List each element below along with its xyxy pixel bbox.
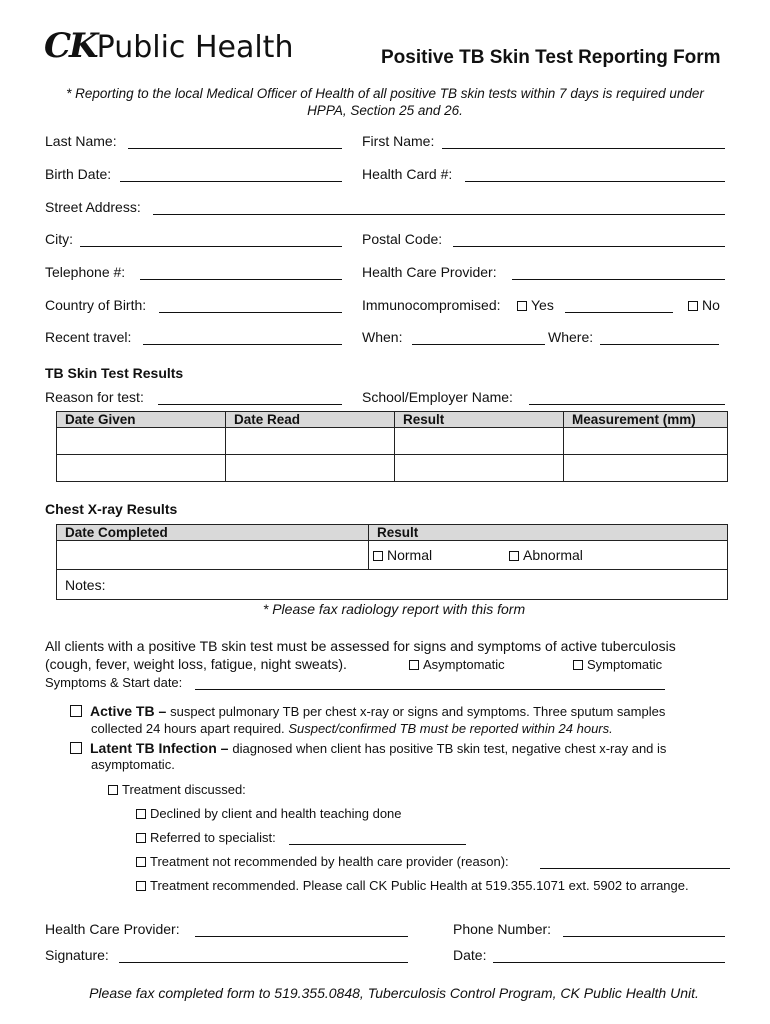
immunocompromised-no[interactable]: [688, 297, 720, 313]
symptomatic-label: Symptomatic: [587, 657, 663, 672]
recommended-checkbox[interactable]: [136, 881, 146, 891]
birth-date-label: Birth Date:: [45, 166, 112, 182]
date-read-cell[interactable]: [226, 455, 395, 482]
active-tb-desc-2: collected 24 hours apart required.: [91, 721, 285, 736]
date-label: Date:: [453, 947, 487, 963]
active-tb-option[interactable]: [70, 703, 665, 719]
date-read-cell[interactable]: [226, 428, 395, 455]
health-care-provider-field[interactable]: [512, 279, 725, 280]
logo: [44, 26, 293, 70]
skin-test-heading: TB Skin Test Results: [45, 365, 184, 381]
referred-option[interactable]: [136, 830, 276, 845]
referred-specialist-field[interactable]: [289, 844, 466, 845]
first-name-field[interactable]: [442, 148, 725, 149]
country-of-birth-field[interactable]: [159, 312, 342, 313]
symptoms-start-field[interactable]: [195, 689, 665, 690]
abnormal-label: Abnormal: [523, 547, 583, 563]
table-row: [57, 455, 728, 482]
table-row: [57, 570, 728, 600]
city-field[interactable]: [80, 246, 342, 247]
form-title: Positive TB Skin Test Reporting Form: [381, 47, 721, 68]
signature-field[interactable]: [119, 962, 408, 963]
postal-code-field[interactable]: [453, 246, 725, 247]
referred-label: Referred to specialist:: [150, 830, 276, 845]
logo-text: Public Health: [96, 30, 294, 65]
provider-field[interactable]: [195, 936, 408, 937]
date-field[interactable]: [493, 962, 725, 963]
measurement-cell[interactable]: [564, 428, 728, 455]
latent-tb-checkbox[interactable]: [70, 742, 82, 754]
telephone-field[interactable]: [140, 279, 342, 280]
declined-label: Declined by client and health teaching done: [150, 806, 402, 821]
assessment-line-2: (cough, fever, weight loss, fatigue, night sweats).: [45, 656, 347, 672]
immunocompromised-detail-field[interactable]: [565, 312, 673, 313]
xray-result-cell: [369, 541, 728, 570]
not-recommended-option[interactable]: [136, 854, 509, 869]
treatment-discussed-label: Treatment discussed:: [122, 782, 246, 797]
notice-line-2: HPPA, Section 25 and 26.: [307, 103, 463, 118]
treatment-discussed-option[interactable]: [108, 782, 246, 797]
col-date-given: Date Given: [57, 412, 226, 428]
when-field[interactable]: [412, 344, 545, 345]
notes-cell[interactable]: [57, 570, 728, 600]
fax-instructions: Please fax completed form to 519.355.0848, Tuberculosis Control Program, CK Public Health Unit.: [89, 985, 699, 1001]
date-given-cell[interactable]: [57, 428, 226, 455]
where-label: Where:: [548, 329, 594, 345]
table-row: [57, 541, 728, 570]
recommended-label: Treatment recommended. Please call CK Public Health at 519.355.1071 ext. 5902 to arrange.: [150, 878, 689, 893]
phone-field[interactable]: [563, 936, 725, 937]
symptomatic-option[interactable]: [573, 657, 662, 672]
table-row: [57, 428, 728, 455]
not-recommended-checkbox[interactable]: [136, 857, 146, 867]
not-recommended-reason-field[interactable]: [540, 868, 730, 869]
birth-date-field[interactable]: [120, 181, 342, 182]
date-given-cell[interactable]: [57, 455, 226, 482]
active-tb-desc-1: suspect pulmonary TB per chest x-ray or signs and symptoms. Three sputum samples: [170, 704, 666, 719]
notice-line-1: * Reporting to the local Medical Officer of Health of all positive TB skin tests within 7 days is required under: [66, 86, 704, 101]
declined-checkbox[interactable]: [136, 809, 146, 819]
latent-tb-desc-2: asymptomatic.: [91, 757, 175, 772]
measurement-cell[interactable]: [564, 455, 728, 482]
provider-label: Health Care Provider:: [45, 921, 180, 937]
when-label: When:: [362, 329, 403, 345]
street-address-label: Street Address:: [45, 199, 141, 215]
yes-checkbox[interactable]: [517, 301, 527, 311]
yes-label: Yes: [531, 297, 554, 313]
asymptomatic-checkbox[interactable]: [409, 660, 419, 670]
active-tb-checkbox[interactable]: [70, 705, 82, 717]
not-recommended-label: Treatment not recommended by health care provider (reason):: [150, 854, 509, 869]
col-date-completed: Date Completed: [57, 525, 369, 541]
active-tb-desc-2-line: [91, 721, 613, 736]
xray-heading: Chest X-ray Results: [45, 501, 178, 517]
assessment-line-1: All clients with a positive TB skin test must be assessed for signs and symptoms of active tuberculosis: [45, 638, 676, 654]
result-cell[interactable]: [395, 455, 564, 482]
reason-label: Reason for test:: [45, 389, 144, 405]
col-result: Result: [395, 412, 564, 428]
latent-tb-option[interactable]: [70, 740, 666, 756]
recommended-option[interactable]: [136, 878, 689, 893]
first-name-label: First Name:: [362, 133, 435, 149]
street-address-field[interactable]: [153, 214, 725, 215]
referred-checkbox[interactable]: [136, 833, 146, 843]
asymptomatic-label: Asymptomatic: [423, 657, 505, 672]
result-cell[interactable]: [395, 428, 564, 455]
reason-field[interactable]: [158, 404, 342, 405]
active-tb-label: Active TB: [90, 703, 155, 719]
treatment-discussed-checkbox[interactable]: [108, 785, 118, 795]
radiology-fax-note: * Please fax radiology report with this form: [262, 601, 526, 617]
health-care-provider-label: Health Care Provider:: [362, 264, 497, 280]
where-field[interactable]: [600, 344, 719, 345]
recent-travel-label: Recent travel:: [45, 329, 132, 345]
telephone-label: Telephone #:: [45, 264, 126, 280]
postal-code-label: Postal Code:: [362, 231, 443, 247]
symptoms-start-label: Symptoms & Start date:: [45, 675, 183, 690]
xray-table: [56, 524, 728, 600]
skin-test-table: [56, 411, 728, 482]
logo-ck-mark: CK: [44, 26, 97, 66]
immunocompromised-label: Immunocompromised:: [362, 297, 501, 313]
abnormal-checkbox[interactable]: [509, 551, 519, 561]
latent-tb-label: Latent TB Infection: [90, 740, 217, 756]
normal-option[interactable]: [373, 547, 509, 563]
active-tb-dash: –: [154, 703, 171, 719]
last-name-label: Last Name:: [45, 133, 117, 149]
city-label: City:: [45, 231, 73, 247]
health-card-field[interactable]: [465, 181, 725, 182]
last-name-field[interactable]: [128, 148, 342, 149]
no-checkbox[interactable]: [688, 301, 698, 311]
no-label: No: [702, 297, 720, 313]
abnormal-option[interactable]: [509, 547, 583, 563]
col-xray-result: Result: [369, 525, 728, 541]
asymptomatic-option[interactable]: [409, 657, 505, 672]
col-measurement: Measurement (mm): [564, 412, 728, 428]
normal-label: Normal: [387, 547, 433, 563]
latent-tb-desc-1: diagnosed when client has positive TB skin test, negative chest x-ray and is: [232, 741, 667, 756]
immunocompromised-yes[interactable]: [517, 297, 554, 313]
declined-option[interactable]: [136, 806, 402, 821]
recent-travel-field[interactable]: [143, 344, 342, 345]
date-completed-cell[interactable]: [57, 541, 369, 570]
latent-tb-dash: –: [216, 740, 233, 756]
health-card-label: Health Card #:: [362, 166, 453, 182]
country-of-birth-label: Country of Birth:: [45, 297, 147, 313]
school-employer-field[interactable]: [529, 404, 725, 405]
notes-label: Notes:: [65, 576, 106, 593]
normal-checkbox[interactable]: [373, 551, 383, 561]
col-date-read: Date Read: [226, 412, 395, 428]
school-employer-label: School/Employer Name:: [362, 389, 513, 405]
phone-label: Phone Number:: [453, 921, 552, 937]
signature-label: Signature:: [45, 947, 109, 963]
active-tb-report-note: Suspect/confirmed TB must be reported within 24 hours.: [288, 721, 613, 736]
symptomatic-checkbox[interactable]: [573, 660, 583, 670]
